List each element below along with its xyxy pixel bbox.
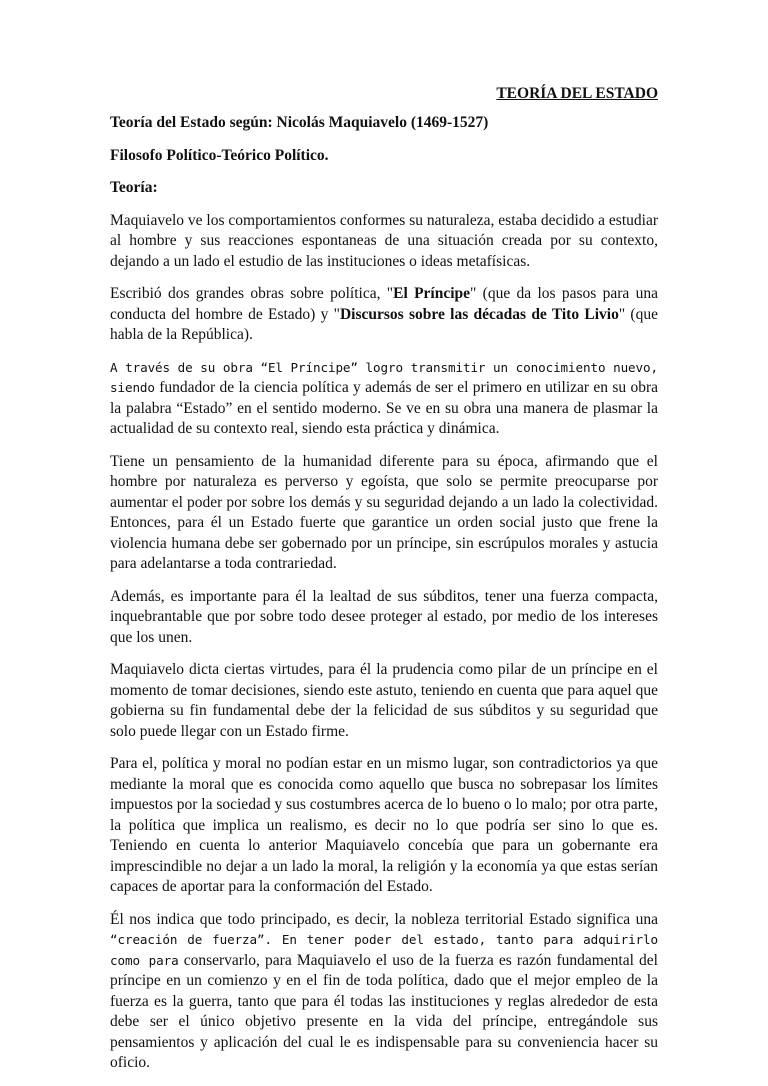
paragraph-5: Además, es importante para él la lealtad de sus súbditos, tener una fuerza compacta, inquebrantable que por sobre todo desee proteger al estado, por medio de los intereses que los unen. xyxy=(110,587,658,646)
paragraph-4: Tiene un pensamiento de la humanidad diferente para su época, afirmando que el hombre por naturaleza es perverso y egoísta, que solo se permite preocuparse por aumentar el poder por sobre los demás y su seguridad dejando a un lado la colectividad. Entonces, para él un Estado fuerte que garantice un orden social justo que frene la violencia humana debe ser gobernado por un príncipe, sin escrúpulos morales y astucia para adelantarse a toda contrariedad. xyxy=(110,452,658,572)
paragraph-2 xyxy=(110,284,658,346)
paragraph-7: Para el, política y moral no podían estar en un mismo lugar, son contradictorios ya que mediante la moral que es conocida como aquello que busca no sobrepasar los límites impuestos por la sociedad y sus costumbres acerca de lo bueno o lo malo; por otra parte, la política que implica un realismo, es decir no lo que podría ser sino lo que es. Teniendo en cuenta lo anterior Maquiavelo concebía que para un gobernante era imprescindible no dejar a un lado la moral, la religión y la economía ya que estas serían capaces de aportar para la conformación del Estado. xyxy=(110,755,658,895)
role-heading: Filosofo Político-Teórico Político. xyxy=(110,146,329,164)
paragraph-8-mono-line: “creación de fuerza”. En tener poder del estado, tanto para adquirirlo como para xyxy=(110,932,658,968)
paragraph-2-text-c: " (que da los pasos para una conducta del hombre de Estado) y " xyxy=(110,285,658,323)
section-heading: Teoría: xyxy=(110,179,158,196)
paragraph-3-text: fundador de la ciencia política y además de ser el primero en utilizar en su obra la palabra “Estado” en el sentido moderno. Se ve en su obra una manera de plasmar la actualidad de su contexto real, siendo esta práctica y dinámica. xyxy=(110,379,658,437)
document-body xyxy=(110,113,658,1086)
paragraph-8 xyxy=(110,910,658,1074)
paragraph-2-text-e: " (que habla de la República). xyxy=(110,305,658,343)
subtitle: Teoría del Estado según: Nicolás Maquiavelo (1469-1527) xyxy=(110,114,489,131)
paragraph-2-text-a: Escribió dos grandes obras sobre política, " xyxy=(110,285,394,302)
book-title-el-principe: El Príncipe xyxy=(393,285,471,302)
document-title: TEORÍA DEL ESTADO xyxy=(496,85,658,102)
paragraph-3-mono-line: A través de su obra “El Príncipe” logro transmitir un conocimiento nuevo, siendo xyxy=(110,359,658,395)
paragraph-1: Maquiavelo ve los comportamientos conformes su naturaleza, estaba decidido a estudiar al hombre y sus reacciones espontaneas de una situación creada por su contexto, dejando a un lado el estudio de las instituciones o ideas metafísicas. xyxy=(110,211,658,270)
paragraph-8-text-a: Él nos indica que todo principado, es decir, la nobleza territorial Estado significa una xyxy=(110,910,658,928)
paragraph-3 xyxy=(110,358,658,440)
paragraph-6: Maquiavelo dicta ciertas virtudes, para él la prudencia como pilar de un príncipe en el momento de tomar decisiones, siendo este astuto, teniendo en cuenta que para aquel que gobierna su fin fundamental debe der la felicidad de sus súbditos y su seguridad que solo puede llegar con un Estado firme. xyxy=(110,661,658,740)
book-title-discursos: Discursos sobre las décadas de Tito Livio xyxy=(339,305,619,323)
paragraph-8-text-c: conservarlo, para Maquiavelo el uso de la fuerza es razón fundamental del príncipe en un comienzo y en el fin de toda política, dado que el mejor empleo de la fuerza es la guerra, tanto que para él todas las instituciones y reglas alrededor de esta debe ser el único objetivo presente en la vida del príncipe, entregándole sus pensamientos y aplicación del cual le es indispensable para su conveniencia hacer su oficio. xyxy=(110,951,658,1071)
